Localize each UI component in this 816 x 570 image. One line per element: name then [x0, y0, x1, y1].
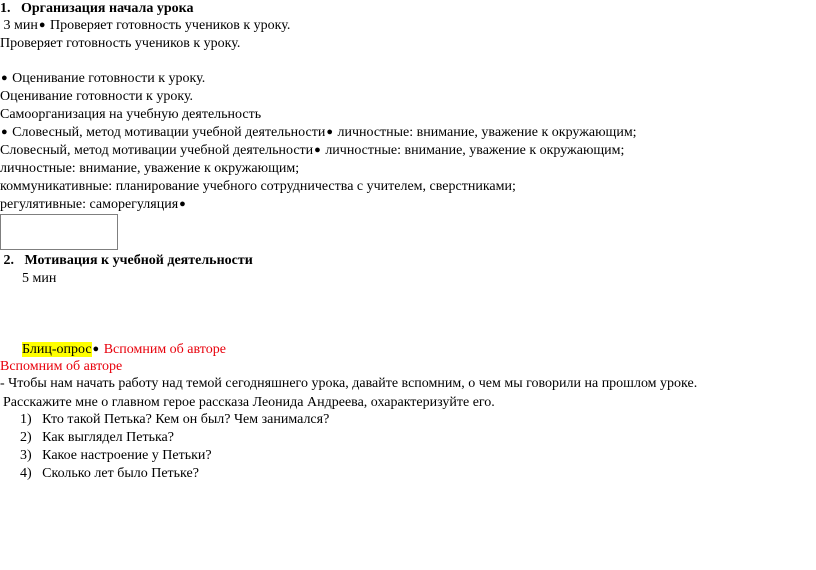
question-text: Сколько лет было Петьке?: [42, 466, 199, 481]
bullet-icon: ●: [1, 72, 8, 84]
bullet-icon: ●: [326, 126, 333, 138]
question-number: 1): [20, 412, 32, 427]
question-item: [20, 411, 329, 428]
section2-number: 2.: [3, 253, 14, 268]
self-organization: Самоорганизация на учебную деятельность: [0, 107, 262, 122]
bullet-icon: ●: [314, 144, 321, 156]
request-text: Расскажите мне о главном герое рассказа Леонида Андреева, охарактеризуйте его.: [3, 395, 495, 410]
intro-text: - Чтобы нам начать работу над темой сегодняшнего урока, давайте вспомним, о чем мы говорили на прошлом уроке.: [0, 376, 698, 391]
regulative: регулятивные: саморегуляция: [0, 197, 179, 212]
method-row: [0, 124, 637, 141]
teacher-action: Проверяет готовность учеников к уроку.: [50, 18, 291, 33]
method-repeat: Словесный, метод мотивации учебной деятельности: [0, 143, 314, 158]
teacher-action-repeat: Проверяет готовность учеников к уроку.: [0, 36, 241, 51]
blitz-row: [22, 341, 226, 358]
recall-heading-repeat: Вспомним об авторе: [0, 359, 123, 374]
section1-number: 1.: [0, 1, 11, 16]
question-text: Кто такой Петька? Кем он был? Чем занимался?: [42, 412, 330, 427]
empty-frame: [0, 214, 118, 250]
question-item: [20, 429, 174, 446]
question-number: 2): [20, 430, 32, 445]
question-number: 3): [20, 448, 32, 463]
question-text: Какое настроение у Петьки?: [42, 448, 212, 463]
method: Словесный, метод мотивации учебной деятельности: [12, 125, 326, 140]
blitz-label: Блиц-опрос: [22, 342, 92, 357]
student-action: Оценивание готовности к уроку.: [12, 71, 206, 86]
personal: личностные: внимание, уважение к окружающим;: [337, 125, 637, 140]
section2-title: Мотивация к учебной деятельности: [24, 253, 253, 268]
section2-time: 5 мин: [22, 271, 57, 286]
bullet-icon: ●: [1, 126, 8, 138]
bullet-icon: ●: [92, 343, 100, 355]
method-row-repeat: [0, 142, 624, 159]
question-number: 4): [20, 466, 32, 481]
personal-repeat: личностные: внимание, уважение к окружающим;: [325, 143, 625, 158]
communicative: коммуникативные: планирование учебного сотрудничества с учителем, сверстниками;: [0, 179, 516, 194]
section1-time: 3 мин: [3, 18, 38, 33]
student-action-row: [0, 70, 205, 87]
question-text: Как выглядел Петька?: [42, 430, 174, 445]
bullet-icon: ●: [38, 19, 46, 31]
section1-title: Организация начала урока: [21, 1, 194, 16]
recall-heading: Вспомним об авторе: [103, 342, 226, 357]
regulative-row: [0, 196, 187, 213]
personal-repeat2: личностные: внимание, уважение к окружающим;: [0, 161, 300, 176]
question-item: [20, 465, 199, 482]
section1-heading: [0, 0, 194, 17]
section1-time-row: [0, 17, 290, 34]
student-action-repeat: Оценивание готовности к уроку.: [0, 89, 194, 104]
question-item: [20, 447, 212, 464]
bullet-icon: ●: [179, 198, 186, 210]
section2-heading: [0, 252, 253, 269]
